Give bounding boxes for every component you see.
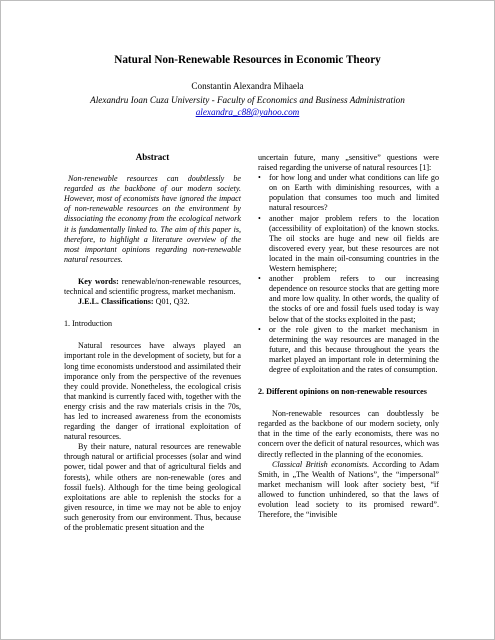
section-2-heading: 2. Different opinions on non-renewable resources	[258, 387, 427, 397]
list-item: • another problem refers to our increasing dependence on resource stocks that are getting more and more low quality. In other words, the quality of the stocks of ore and fossil fuels used today is way below that of the stocks exploited in the past;	[258, 274, 439, 324]
classical-economists-label: Classical British economists.	[272, 459, 370, 469]
bullet-icon: •	[258, 213, 261, 223]
section-2-paragraph-1: Non-renewable resources can doubtlessly be regarded as the backbone of our modern society, only that in the time of the early economists, there was no concern over the deficit of natural resources, which was directly reflected in the planning of the economies.	[258, 409, 439, 459]
keywords-label: Key words:	[78, 276, 119, 286]
abstract-text: Non-renewable resources can doubtlessly be regarded as the backbone of our modern society. However, most of economists have ignored the impact of non-renewable resources on the environment by dissociating the economy from the ecological network it is fundamentally linked to. The aim of this paper is, therefore, to highlight a literature overview of the most important opinions regarding non-renewable natural resources.	[64, 174, 241, 264]
jel-codes: Q01, Q32.	[155, 297, 190, 307]
bullet-icon: •	[258, 173, 261, 183]
keywords-text: renewable/non-renewable resources, technical and scientific progress, market mechanism.	[64, 276, 241, 297]
author-email-link[interactable]: alexandra_c88@yahoo.com	[195, 107, 300, 117]
bullet-icon: •	[258, 324, 261, 334]
left-column	[64, 150, 241, 533]
paper-author: Constantin Alexandra Mihaela	[191, 81, 304, 91]
list-item: • another major problem refers to the location (accessibility of exploitation) of the known stocks. The oil stocks are huge and new oil fields are discovered every year, but these resources are not located in the main oil-consuming countries in the Western hemisphere;	[258, 213, 439, 274]
section-1-heading: 1. Introduction	[64, 319, 113, 329]
question-list	[258, 173, 439, 375]
bullet-icon: •	[258, 274, 261, 284]
intro-paragraph-2: By their nature, natural resources are renewable through natural or artificial processes (solar and wind power, tidal power and that of agricultural fields and forests), while others are non-renewable (ores and fossil fuels). Although for the time being geological exploitations are able to replenish the stocks for a given resource, in time we may not be able to enjoy such generosity from our environment. Thus, because of the problematic present situation and the	[64, 442, 241, 532]
list-item: • for how long and under what conditions can life go on on Earth with diminishing resources, with a population that consumes too much and limited natural resources?	[258, 173, 439, 213]
intro-paragraph-2-continued: uncertain future, many „sensitive” questions were raised regarding the universe of natural resources [1]:	[258, 153, 439, 173]
list-item: • or the role given to the market mechanism in determining the way resources are managed in the future, and this because throughout the years the market played an important role in determining the degree of exploitation and the rates of consumption.	[258, 324, 439, 374]
paper-affiliation: Alexandru Ioan Cuza University - Faculty of Economics and Business Administration	[90, 95, 405, 105]
section-2-paragraph-2-text: According to Adam Smith, in „The Wealth of Nations”, the “impersonal” market mechanism will look after society best, “if allowed to function unhindered, so that the laws of evolution lead society to its promised reward”. Therefore, the “invisible	[258, 459, 439, 520]
paper-title: Natural Non-Renewable Resources in Economic Theory	[114, 54, 381, 66]
intro-paragraph-1: Natural resources have always played an important role in the development of society, but for a long time economists understood and assimilated their imporance only from the perspective of the revenues they could provide. Nonetheless, the ecological crisis that mankind is currently faced with, together with the energy crisis and the raw materials crisis in the 70s, has led to increased awareness from the economists regarding the danger of irrational exploitation of natural resources.	[64, 341, 241, 442]
abstract-heading: Abstract	[135, 152, 170, 162]
jel-line	[78, 297, 241, 307]
jel-label: J.E.L. Classifications:	[78, 297, 154, 307]
keywords-line	[64, 277, 241, 297]
section-2-paragraph-2	[258, 460, 439, 521]
right-column	[258, 153, 439, 520]
